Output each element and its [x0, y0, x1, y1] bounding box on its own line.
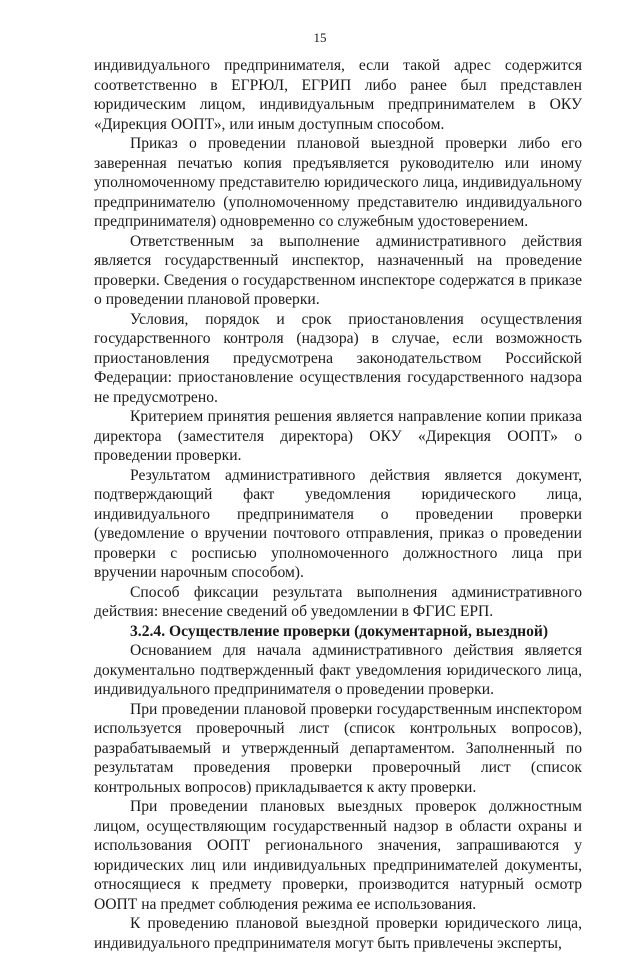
paragraph: Приказ о проведении плановой выездной проверки либо его заверенная печатью копия предъявляется руководителю или иному уполномоченному представителю юридического лица, индивидуальному предпринимателю (уполномоченному представителю индивидуального предпринимателя) одновременно со служебным удостоверением. [94, 135, 582, 230]
paragraph: Условия, порядок и срок приостановления осуществления государственного контроля (надзора) в случае, если возможность приостановления предусмотрена законодательством Российской Федерации: приостановление осуществления государственного надзора не предусмотрено. [94, 310, 582, 406]
paragraph: К проведению плановой выездной проверки юридического лица, индивидуального предпринимателя могут быть привлечены эксперты, [94, 915, 582, 952]
paragraph: Критерием принятия решения является направление копии приказа директора (заместителя директора) ОКУ «Дирекция ООПТ» о проведении проверки. [94, 408, 582, 464]
paragraph-continuation: индивидуального предпринимателя, если такой адрес содержится соответственно в ЕГРЮЛ, ЕГРИП либо ранее был представлен юридическим лицом, индивидуальным предпринимателем в ОКУ «Дирекция ООПТ», или иным доступным способом. [94, 57, 582, 133]
section-heading: 3.2.4. Осуществление проверки (документарной, выездной) [130, 622, 549, 640]
paragraph: Ответственным за выполнение административного действия является государственный инспектор, назначенный на проведение проверки. Сведения о государственном инспекторе содержатся в приказе о проведении плановой проверки. [94, 232, 582, 308]
page-number: 15 [313, 30, 327, 45]
paragraph: Результатом административного действия является документ, подтверждающий факт уведомления юридического лица, индивидуального предпринимателя о проведении проверки (уведомление о вручении почтового отправления, приказ о проведении проверки с росписью уполномоченного должностного лица при вручении нарочным способом). [94, 466, 582, 581]
paragraph: При проведении плановой проверки государственным инспектором используется проверочный лист (список контрольных вопросов), разрабатываемый и утвержденный департаментом. Заполненный по результатам проведения проверки проверочный лист (список контрольных вопросов) прикладывается к акту проверки. [94, 700, 582, 796]
document-body [94, 56, 582, 953]
paragraph: При проведении плановых выездных проверок должностным лицом, осуществляющим государственный надзор в области охраны и использования ООПТ регионального значения, запрашиваются у юридических лиц или индивидуальных предпринимателей документы, относящиеся к предмету проверки, производится натурный осмотр ООПТ на предмет соблюдения режима ее использования. [94, 798, 582, 913]
paragraph: Способ фиксации результата выполнения административного действия: внесение сведений об уведомлении в ФГИС ЕРП. [94, 583, 582, 620]
paragraph: Основанием для начала административного действия является документально подтвержденный факт уведомления юридического лица, индивидуального предпринимателя о проведении проверки. [94, 642, 582, 698]
